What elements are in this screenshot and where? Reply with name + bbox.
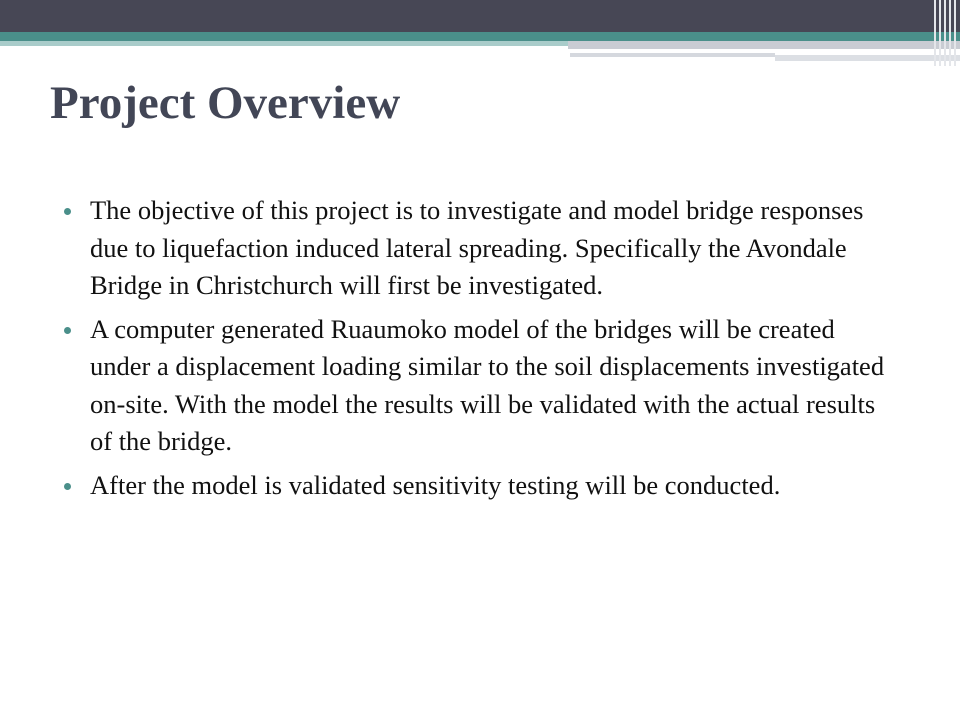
bullet-dot-icon [64,327,71,334]
bullet-text-2: A computer generated Ruaumoko model of the bridges will be created under a displacement loading similar to the soil displacements investigated on-site. With the model the results will be validated with the actual results of the bridge. [90,313,885,456]
header-bar-grey [568,41,960,49]
header-bar-dark [0,0,960,32]
bullet-text-1: The objective of this project is to investigate and model bridge responses due to liquefaction induced lateral spreading. Specifically the Avondale Bridge in Christchurch will first be investigated. [90,195,864,300]
bullet-dot-icon [64,483,71,490]
bullet-text-3: After the model is validated sensitivity testing will be conducted. [90,469,781,500]
bullet-item-1 [64,192,894,305]
bullet-item-3 [64,467,894,505]
header-vertical-lines [928,0,960,66]
header-bar-grey-thin [570,53,775,57]
bullet-item-2 [64,311,894,461]
header-bar-teal [0,32,960,41]
header-bar-teal-light [0,41,568,46]
slide-title: Project Overview [50,77,401,129]
header-line-white [575,49,888,52]
bullet-dot-icon [64,208,71,215]
bullet-list [64,192,894,510]
